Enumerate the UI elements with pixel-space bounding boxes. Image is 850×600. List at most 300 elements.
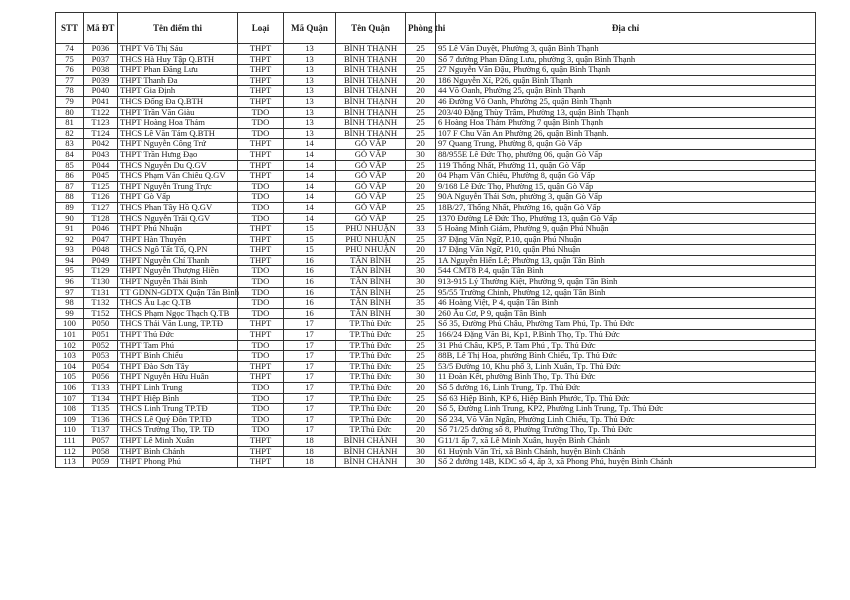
table-row: [56, 171, 816, 182]
cell-dia-chi: 17 Đặng Văn Ngữ, P10, quận Phú Nhuận: [436, 245, 816, 256]
cell-ten-diem-thi: THCS Hà Huy Tập Q.BTH: [118, 54, 238, 65]
table-row: [56, 435, 816, 446]
cell-dia-chi: 1370 Đường Lê Đức Thọ, Phường 13, quận Gò Vấp: [436, 213, 816, 224]
cell-ten-diem-thi: THPT Phú Nhuận: [118, 224, 238, 235]
cell-ma-quan: 13: [284, 65, 336, 76]
cell-dia-chi: 37 Đặng Văn Ngữ, P.10, quận Phú Nhuận: [436, 234, 816, 245]
table-row: [56, 277, 816, 288]
table-row: [56, 446, 816, 457]
table-row: [56, 361, 816, 372]
cell-stt: 100: [56, 319, 84, 330]
cell-ten-quan: TP.Thủ Đức: [336, 404, 406, 415]
cell-ten-diem-thi: THCS Phạm Văn Chiêu Q.GV: [118, 171, 238, 182]
header-loai: Loại: [238, 13, 284, 44]
cell-ma-quan: 17: [284, 404, 336, 415]
cell-phong-thi: 20: [406, 383, 436, 394]
cell-dia-chi: Số 71/25 đường số 8, Phường Trường Thọ, Tp. Thủ Đức: [436, 425, 816, 436]
cell-loai: TDO: [238, 213, 284, 224]
cell-ma-quan: 16: [284, 298, 336, 309]
cell-phong-thi: 25: [406, 340, 436, 351]
cell-ma-quan: 14: [284, 202, 336, 213]
cell-ma-quan: 13: [284, 54, 336, 65]
cell-ten-quan: BÌNH THẠNH: [336, 75, 406, 86]
cell-phong-thi: 25: [406, 192, 436, 203]
cell-ten-diem-thi: THCS Lê Văn Tám Q.BTH: [118, 128, 238, 139]
cell-dia-chi: 53/5 Đường 10, Khu phố 3, Linh Xuân, Tp. Thủ Đức: [436, 361, 816, 372]
cell-dia-chi: 46 Hoàng Việt, P 4, quận Tân Bình: [436, 298, 816, 309]
cell-phong-thi: 20: [406, 96, 436, 107]
cell-loai: TDO: [238, 202, 284, 213]
cell-stt: 108: [56, 404, 84, 415]
cell-ten-quan: GÒ VẤP: [336, 192, 406, 203]
table-row: [56, 213, 816, 224]
cell-ma-dt: T135: [84, 404, 118, 415]
cell-ma-quan: 13: [284, 128, 336, 139]
cell-ten-quan: BÌNH THẠNH: [336, 107, 406, 118]
cell-loai: THPT: [238, 96, 284, 107]
cell-ma-dt: T136: [84, 414, 118, 425]
cell-stt: 81: [56, 118, 84, 129]
cell-dia-chi: 544 CMT8 P.4, quận Tân Bình: [436, 266, 816, 277]
table-row: [56, 330, 816, 341]
header-ma-quan: Mã Quận: [284, 13, 336, 44]
cell-phong-thi: 30: [406, 277, 436, 288]
table-row: [56, 351, 816, 362]
cell-ten-quan: GÒ VẤP: [336, 149, 406, 160]
table-row: [56, 128, 816, 139]
cell-loai: THPT: [238, 149, 284, 160]
cell-ma-dt: P046: [84, 224, 118, 235]
cell-phong-thi: 25: [406, 213, 436, 224]
cell-dia-chi: 1A Nguyễn Hiến Lê; Phường 13, quận Tân Bình: [436, 255, 816, 266]
cell-ten-diem-thi: THCS Phạm Ngọc Thạch Q.TB: [118, 308, 238, 319]
cell-phong-thi: 25: [406, 330, 436, 341]
cell-phong-thi: 25: [406, 160, 436, 171]
cell-stt: 109: [56, 414, 84, 425]
cell-ma-quan: 16: [284, 266, 336, 277]
table-row: [56, 234, 816, 245]
cell-dia-chi: Số 7 đường Phan Đăng Lưu, phường 3, quận Bình Thạnh: [436, 54, 816, 65]
cell-stt: 85: [56, 160, 84, 171]
table-row: [56, 414, 816, 425]
cell-ma-quan: 14: [284, 213, 336, 224]
cell-dia-chi: 95/55 Trường Chinh, Phường 12, quận Tân Bình: [436, 287, 816, 298]
cell-ma-dt: T137: [84, 425, 118, 436]
cell-phong-thi: 20: [406, 404, 436, 415]
cell-ten-diem-thi: THPT Lê Minh Xuân: [118, 435, 238, 446]
cell-dia-chi: 61 Huỳnh Văn Trí, xã Bình Chánh, huyện Bình Chánh: [436, 446, 816, 457]
cell-loai: THPT: [238, 44, 284, 55]
table-row: [56, 255, 816, 266]
cell-phong-thi: 20: [406, 245, 436, 256]
cell-phong-thi: 25: [406, 44, 436, 55]
cell-ten-quan: GÒ VẤP: [336, 160, 406, 171]
cell-stt: 111: [56, 435, 84, 446]
table-row: [56, 287, 816, 298]
cell-stt: 113: [56, 457, 84, 468]
cell-stt: 74: [56, 44, 84, 55]
cell-ten-quan: PHÚ NHUẬN: [336, 224, 406, 235]
cell-phong-thi: 30: [406, 266, 436, 277]
cell-phong-thi: 25: [406, 234, 436, 245]
cell-ten-diem-thi: THPT Gò Vấp: [118, 192, 238, 203]
cell-phong-thi: 25: [406, 287, 436, 298]
cell-ten-diem-thi: THCS Ngô Tất Tố, Q.PN: [118, 245, 238, 256]
cell-ten-quan: TP.Thủ Đức: [336, 351, 406, 362]
cell-ma-quan: 18: [284, 446, 336, 457]
cell-ma-dt: P049: [84, 255, 118, 266]
cell-ten-diem-thi: THPT Thanh Đa: [118, 75, 238, 86]
cell-ma-quan: 17: [284, 372, 336, 383]
cell-ten-diem-thi: THCS Lê Quý Đôn TP.TĐ: [118, 414, 238, 425]
table-row: [56, 393, 816, 404]
table-row: [56, 340, 816, 351]
cell-loai: TDO: [238, 118, 284, 129]
table-row: [56, 107, 816, 118]
cell-ma-quan: 16: [284, 287, 336, 298]
cell-loai: THPT: [238, 160, 284, 171]
cell-phong-thi: 25: [406, 202, 436, 213]
cell-dia-chi: 6 Hoàng Hoa Thám Phường 7 quận Bình Thạnh: [436, 118, 816, 129]
cell-ma-quan: 13: [284, 86, 336, 97]
cell-loai: TDO: [238, 128, 284, 139]
cell-stt: 77: [56, 75, 84, 86]
cell-loai: TDO: [238, 425, 284, 436]
table-header-row: [56, 13, 816, 44]
cell-ten-diem-thi: TT GDNN-GDTX Quận Tân Bình: [118, 287, 238, 298]
cell-phong-thi: 20: [406, 414, 436, 425]
cell-ma-quan: 15: [284, 234, 336, 245]
cell-phong-thi: 20: [406, 181, 436, 192]
cell-ma-dt: P059: [84, 457, 118, 468]
cell-ma-dt: P037: [84, 54, 118, 65]
table-row: [56, 457, 816, 468]
table-row: [56, 160, 816, 171]
cell-ma-dt: P041: [84, 96, 118, 107]
cell-phong-thi: 25: [406, 65, 436, 76]
cell-stt: 96: [56, 277, 84, 288]
cell-loai: THPT: [238, 330, 284, 341]
cell-loai: THPT: [238, 457, 284, 468]
cell-ten-quan: TP.Thủ Đức: [336, 372, 406, 383]
cell-stt: 104: [56, 361, 84, 372]
cell-loai: TDO: [238, 393, 284, 404]
table-row: [56, 86, 816, 97]
cell-dia-chi: 27 Nguyễn Văn Đậu, Phường 6, quận Bình Thạnh: [436, 65, 816, 76]
cell-ten-diem-thi: THCS Thái Văn Lung, TP.TĐ: [118, 319, 238, 330]
cell-loai: TDO: [238, 266, 284, 277]
cell-phong-thi: 30: [406, 446, 436, 457]
cell-ten-diem-thi: THPT Nguyễn Thượng Hiền: [118, 266, 238, 277]
cell-ten-diem-thi: THCS Linh Trung TP.TĐ: [118, 404, 238, 415]
cell-ma-quan: 17: [284, 319, 336, 330]
cell-ma-dt: T127: [84, 202, 118, 213]
cell-ma-dt: P052: [84, 340, 118, 351]
cell-dia-chi: 88B, Lê Thị Hoa, phường Bình Chiểu, Tp. Thủ Đức: [436, 351, 816, 362]
cell-loai: TDO: [238, 277, 284, 288]
cell-ma-quan: 17: [284, 361, 336, 372]
cell-loai: THPT: [238, 234, 284, 245]
cell-ma-quan: 17: [284, 340, 336, 351]
cell-dia-chi: 260 Âu Cơ, P 9, quận Tân Bình: [436, 308, 816, 319]
cell-loai: THPT: [238, 361, 284, 372]
cell-stt: 102: [56, 340, 84, 351]
cell-loai: THPT: [238, 65, 284, 76]
cell-ma-quan: 14: [284, 181, 336, 192]
cell-ten-quan: TP.Thủ Đức: [336, 383, 406, 394]
cell-ma-dt: P039: [84, 75, 118, 86]
header-ten-diem-thi: Tên điểm thi: [118, 13, 238, 44]
cell-stt: 106: [56, 383, 84, 394]
cell-loai: THPT: [238, 171, 284, 182]
table-row: [56, 181, 816, 192]
cell-ma-dt: P045: [84, 171, 118, 182]
cell-phong-thi: 25: [406, 107, 436, 118]
cell-loai: THPT: [238, 255, 284, 266]
cell-ma-dt: P058: [84, 446, 118, 457]
cell-loai: TDO: [238, 181, 284, 192]
cell-dia-chi: Số 2 đường 14B, KDC số 4, ấp 3, xã Phong Phú, huyện Bình Chánh: [436, 457, 816, 468]
cell-dia-chi: Số 5 đường 16, Linh Trung, Tp. Thủ Đức: [436, 383, 816, 394]
cell-ten-diem-thi: THCS Âu Lạc Q.TB: [118, 298, 238, 309]
cell-stt: 107: [56, 393, 84, 404]
header-ma-dt: Mã ĐT: [84, 13, 118, 44]
table-row: [56, 319, 816, 330]
cell-ma-dt: T128: [84, 213, 118, 224]
cell-ma-dt: P043: [84, 149, 118, 160]
table-row: [56, 224, 816, 235]
cell-ten-quan: TP.Thủ Đức: [336, 361, 406, 372]
cell-ma-dt: T133: [84, 383, 118, 394]
cell-ten-diem-thi: THPT Nguyễn Công Trứ: [118, 139, 238, 150]
cell-stt: 110: [56, 425, 84, 436]
cell-phong-thi: 25: [406, 361, 436, 372]
cell-ma-dt: T125: [84, 181, 118, 192]
cell-ma-quan: 13: [284, 44, 336, 55]
cell-dia-chi: 5 Hoàng Minh Giám, Phường 9, quận Phú Nhuận: [436, 224, 816, 235]
cell-ma-dt: T123: [84, 118, 118, 129]
cell-loai: TDO: [238, 340, 284, 351]
cell-phong-thi: 35: [406, 298, 436, 309]
cell-ten-diem-thi: THPT Trần Hưng Đạo: [118, 149, 238, 160]
cell-ma-quan: 18: [284, 457, 336, 468]
cell-ten-quan: TÂN BÌNH: [336, 298, 406, 309]
cell-ma-dt: P054: [84, 361, 118, 372]
cell-ten-quan: BÌNH THẠNH: [336, 65, 406, 76]
cell-ma-quan: 16: [284, 308, 336, 319]
cell-stt: 79: [56, 96, 84, 107]
table-row: [56, 54, 816, 65]
cell-ten-diem-thi: THPT Phan Đăng Lưu: [118, 65, 238, 76]
cell-ten-quan: BÌNH THẠNH: [336, 118, 406, 129]
table-row: [56, 266, 816, 277]
cell-loai: THPT: [238, 245, 284, 256]
cell-ten-quan: PHÚ NHUẬN: [336, 234, 406, 245]
cell-loai: TDO: [238, 287, 284, 298]
cell-phong-thi: 20: [406, 425, 436, 436]
cell-phong-thi: 25: [406, 319, 436, 330]
cell-ten-quan: TP.Thủ Đức: [336, 319, 406, 330]
cell-phong-thi: 25: [406, 128, 436, 139]
cell-loai: TDO: [238, 107, 284, 118]
cell-ma-dt: P044: [84, 160, 118, 171]
cell-stt: 97: [56, 287, 84, 298]
cell-stt: 90: [56, 213, 84, 224]
cell-ma-quan: 14: [284, 149, 336, 160]
cell-ten-diem-thi: THPT Phong Phú: [118, 457, 238, 468]
cell-stt: 95: [56, 266, 84, 277]
cell-loai: TDO: [238, 308, 284, 319]
cell-ma-dt: P042: [84, 139, 118, 150]
cell-ten-diem-thi: THPT Thủ Đức: [118, 330, 238, 341]
cell-stt: 103: [56, 351, 84, 362]
cell-phong-thi: 20: [406, 171, 436, 182]
cell-ten-diem-thi: THPT Bình Chánh: [118, 446, 238, 457]
cell-stt: 105: [56, 372, 84, 383]
cell-stt: 87: [56, 181, 84, 192]
cell-phong-thi: 20: [406, 139, 436, 150]
cell-ten-quan: TP.Thủ Đức: [336, 393, 406, 404]
cell-ten-diem-thi: THCS Nguyễn Trãi Q.GV: [118, 213, 238, 224]
cell-dia-chi: 119 Thống Nhất, Phường 11, quận Gò Vấp: [436, 160, 816, 171]
table-row: [56, 192, 816, 203]
table-row: [56, 245, 816, 256]
cell-dia-chi: 166/24 Đặng Văn Bi, Kp1, P.Bình Thọ, Tp. Thủ Đức: [436, 330, 816, 341]
cell-phong-thi: 30: [406, 149, 436, 160]
cell-dia-chi: 18B/27, Thống Nhất, Phường 16, quận Gò Vấp: [436, 202, 816, 213]
cell-ma-dt: P038: [84, 65, 118, 76]
cell-ma-dt: P057: [84, 435, 118, 446]
table-row: [56, 404, 816, 415]
cell-ma-dt: P036: [84, 44, 118, 55]
cell-stt: 76: [56, 65, 84, 76]
table-row: [56, 308, 816, 319]
cell-ma-dt: P048: [84, 245, 118, 256]
cell-ten-quan: BÌNH CHÁNH: [336, 435, 406, 446]
cell-ten-quan: GÒ VẤP: [336, 171, 406, 182]
cell-loai: THPT: [238, 372, 284, 383]
cell-stt: 91: [56, 224, 84, 235]
cell-ten-quan: TP.Thủ Đức: [336, 340, 406, 351]
cell-ten-quan: BÌNH THẠNH: [336, 96, 406, 107]
exam-site-table: [55, 12, 816, 468]
cell-dia-chi: 90A Nguyễn Thái Sơn, phường 3, quận Gò Vấp: [436, 192, 816, 203]
cell-stt: 78: [56, 86, 84, 97]
cell-ma-quan: 17: [284, 351, 336, 362]
cell-stt: 93: [56, 245, 84, 256]
cell-loai: TDO: [238, 351, 284, 362]
table-row: [56, 65, 816, 76]
cell-loai: TDO: [238, 383, 284, 394]
cell-ma-quan: 14: [284, 160, 336, 171]
cell-ten-quan: TÂN BÌNH: [336, 308, 406, 319]
table-row: [56, 383, 816, 394]
cell-ten-diem-thi: THPT Gia Định: [118, 86, 238, 97]
cell-ma-dt: T124: [84, 128, 118, 139]
cell-loai: TDO: [238, 298, 284, 309]
cell-loai: THPT: [238, 54, 284, 65]
cell-ma-quan: 18: [284, 435, 336, 446]
cell-dia-chi: 31 Phú Châu, KP5, P. Tam Phú , Tp. Thủ Đức: [436, 340, 816, 351]
cell-ma-quan: 13: [284, 96, 336, 107]
cell-dia-chi: 186 Nguyễn Xí, P26, quận Bình Thạnh: [436, 75, 816, 86]
cell-stt: 89: [56, 202, 84, 213]
table-row: [56, 372, 816, 383]
header-dia-chi: Địa chỉ: [436, 13, 816, 44]
cell-loai: THPT: [238, 139, 284, 150]
cell-ten-diem-thi: THPT Bình Chiểu: [118, 351, 238, 362]
cell-dia-chi: 88/955E Lê Đức Thọ, phường 06, quận Gò Vấp: [436, 149, 816, 160]
cell-loai: THPT: [238, 75, 284, 86]
cell-stt: 98: [56, 298, 84, 309]
cell-ma-quan: 14: [284, 139, 336, 150]
table-row: [56, 425, 816, 436]
cell-stt: 82: [56, 128, 84, 139]
cell-phong-thi: 25: [406, 351, 436, 362]
cell-stt: 86: [56, 171, 84, 182]
cell-dia-chi: 04 Phạm Văn Chiêu, Phường 8, quận Gò Vấp: [436, 171, 816, 182]
cell-ma-quan: 16: [284, 277, 336, 288]
cell-ma-quan: 17: [284, 383, 336, 394]
cell-ten-quan: PHÚ NHUẬN: [336, 245, 406, 256]
cell-phong-thi: 25: [406, 118, 436, 129]
cell-loai: TDO: [238, 414, 284, 425]
cell-ten-quan: BÌNH CHÁNH: [336, 457, 406, 468]
cell-ma-quan: 14: [284, 192, 336, 203]
cell-dia-chi: Số 5, Đường Linh Trung, KP2, Phường Linh Trung, Tp. Thủ Đức: [436, 404, 816, 415]
table-row: [56, 118, 816, 129]
cell-stt: 101: [56, 330, 84, 341]
cell-ten-diem-thi: THPT Nguyễn Hữu Huân: [118, 372, 238, 383]
cell-ma-dt: P051: [84, 330, 118, 341]
cell-ten-diem-thi: THPT Đào Sơn Tây: [118, 361, 238, 372]
cell-dia-chi: Số 35, Đường Phú Châu, Phường Tam Phú, Tp. Thủ Đức: [436, 319, 816, 330]
cell-ten-diem-thi: THPT Võ Thị Sáu: [118, 44, 238, 55]
cell-ma-dt: T126: [84, 192, 118, 203]
cell-phong-thi: 30: [406, 372, 436, 383]
cell-dia-chi: 97 Quang Trung, Phường 8, quận Gò Vấp: [436, 139, 816, 150]
cell-ma-quan: 16: [284, 255, 336, 266]
cell-ma-dt: T152: [84, 308, 118, 319]
cell-ten-quan: BÌNH THẠNH: [336, 54, 406, 65]
cell-phong-thi: 30: [406, 308, 436, 319]
cell-ten-diem-thi: THPT Nguyễn Chí Thanh: [118, 255, 238, 266]
cell-ten-quan: GÒ VẤP: [336, 181, 406, 192]
cell-ten-diem-thi: THCS Trường Thọ, TP. TĐ: [118, 425, 238, 436]
cell-ten-quan: GÒ VẤP: [336, 213, 406, 224]
cell-loai: TDO: [238, 192, 284, 203]
header-phong-thi: Phòng thi: [406, 13, 436, 44]
table-body: [56, 44, 816, 468]
cell-ma-quan: 13: [284, 75, 336, 86]
cell-ten-quan: BÌNH THẠNH: [336, 86, 406, 97]
cell-stt: 83: [56, 139, 84, 150]
cell-dia-chi: G11/1 ấp 7, xã Lê Minh Xuân, huyện Bình Chánh: [436, 435, 816, 446]
cell-ma-quan: 17: [284, 393, 336, 404]
cell-dia-chi: 44 Võ Oanh, Phường 25, quận Bình Thạnh: [436, 86, 816, 97]
header-stt: STT: [56, 13, 84, 44]
cell-stt: 94: [56, 255, 84, 266]
cell-dia-chi: 95 Lê Văn Duyệt, Phường 3, quận Bình Thạnh: [436, 44, 816, 55]
cell-ma-dt: T122: [84, 107, 118, 118]
cell-ma-quan: 14: [284, 171, 336, 182]
cell-dia-chi: 107 F Chu Văn An Phường 26, quận Bình Thạnh.: [436, 128, 816, 139]
cell-phong-thi: 20: [406, 54, 436, 65]
cell-dia-chi: 9/168 Lê Đức Thọ, Phường 15, quận Gò Vấp: [436, 181, 816, 192]
cell-ten-quan: GÒ VẤP: [336, 139, 406, 150]
cell-phong-thi: 20: [406, 75, 436, 86]
cell-ten-quan: BÌNH CHÁNH: [336, 446, 406, 457]
